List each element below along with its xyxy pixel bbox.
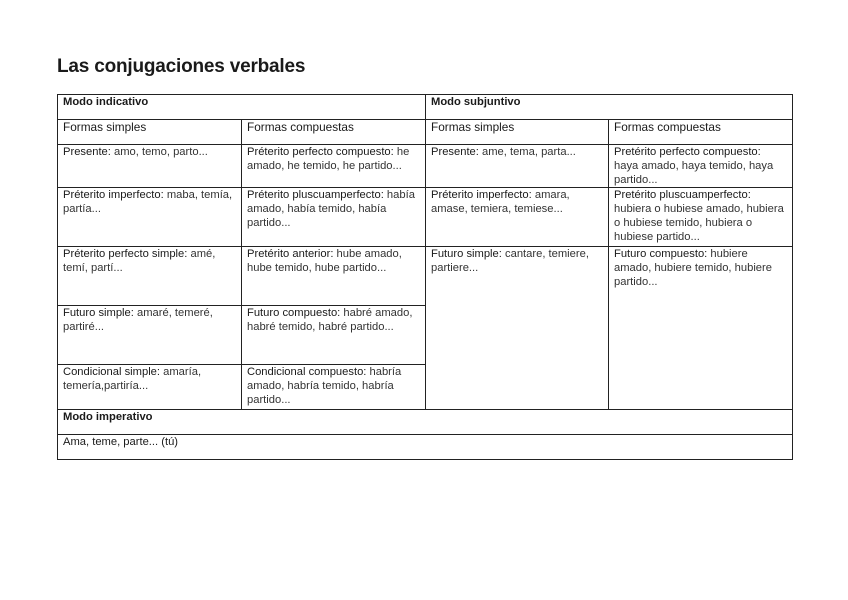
imperativo-header-row (58, 410, 793, 435)
indicativo-futuro-simple (58, 306, 242, 365)
indicativo-pluscuamperfecto (242, 188, 426, 247)
tense-name: Futuro simple: (63, 307, 134, 319)
subjuntivo-simple-header: Formas simples (426, 120, 609, 145)
tense-name: Pretérito perfecto compuesto: (614, 146, 761, 158)
indicativo-header: Modo indicativo (58, 95, 426, 120)
indicativo-perfecto-simple (58, 247, 242, 306)
indicativo-simple-header: Formas simples (58, 120, 242, 145)
tense-name: Presente: (63, 146, 111, 158)
tense-forms: amaría, temería,partiría... (63, 366, 202, 392)
imperativo-row (58, 435, 793, 460)
tense-forms: he amado, he temido, he partido... (247, 146, 410, 172)
imperativo-header: Modo imperativo (58, 410, 793, 435)
tense-forms: amé, temí, partí... (63, 248, 216, 274)
conjugation-table (57, 94, 793, 460)
subjuntivo-futuro-simple (426, 247, 609, 410)
mode-header-row (58, 95, 793, 120)
indicativo-compuesta-header: Formas compuestas (242, 120, 426, 145)
subjuntivo-futuro-compuesto (609, 247, 793, 410)
tense-forms: amara, amase, temiera, temiese... (431, 189, 570, 215)
tense-name: Préterito imperfecto: (63, 189, 164, 201)
tense-name: Condicional compuesto: (247, 366, 367, 378)
indicativo-imperfecto (58, 188, 242, 247)
imperativo-forms: Ama, teme, parte... (tú) (58, 435, 793, 460)
tense-name: Préterito imperfecto: (431, 189, 532, 201)
tense-forms: ame, tema, parta... (478, 146, 576, 158)
tense-forms: maba, temía, partía... (63, 189, 233, 215)
subjuntivo-presente (426, 145, 609, 188)
indicativo-presente (58, 145, 242, 188)
tense-forms: habría amado, habría temido, habría partido... (247, 366, 402, 406)
tense-name: Futuro compuesto: (614, 248, 708, 260)
indicativo-anterior (242, 247, 426, 306)
tense-name: Préterito perfecto compuesto: (247, 146, 394, 158)
subjuntivo-compuesta-header: Formas compuestas (609, 120, 793, 145)
indicativo-condicional-compuesto (242, 365, 426, 410)
tense-forms: hube amado, hube temido, hube partido... (247, 248, 402, 274)
subjuntivo-pluscuamperfecto (609, 188, 793, 247)
table-row (58, 247, 793, 306)
tense-forms: amo, temo, parto... (110, 146, 208, 158)
form-header-row (58, 120, 793, 145)
indicativo-perfecto-compuesto (242, 145, 426, 188)
tense-name: Pretérito anterior: (247, 248, 334, 260)
tense-name: Préterito perfecto simple: (63, 248, 188, 260)
tense-forms: hubiera o hubiese amado, hubiera o hubiese temido, hubiera o hubiese partido... (614, 203, 784, 243)
subjuntivo-header: Modo subjuntivo (426, 95, 793, 120)
indicativo-condicional-simple (58, 365, 242, 410)
tense-forms: hubiere amado, hubiere temido, hubiere partido... (614, 248, 772, 288)
tense-forms: cantare, temiere, partiere... (431, 248, 589, 274)
tense-name: Presente: (431, 146, 479, 158)
table-row (58, 188, 793, 247)
tense-forms: amaré, temeré, partiré... (63, 307, 213, 333)
tense-name: Futuro compuesto: (247, 307, 341, 319)
tense-name: Condicional simple: (63, 366, 161, 378)
subjuntivo-imperfecto (426, 188, 609, 247)
subjuntivo-perfecto-compuesto (609, 145, 793, 188)
table-row (58, 145, 793, 188)
tense-forms: había amado, había temido, había partido... (247, 189, 415, 229)
page-title: Las conjugaciones verbales (57, 56, 306, 77)
indicativo-futuro-compuesto (242, 306, 426, 365)
tense-name: Préterito pluscuamperfecto: (247, 189, 384, 201)
tense-forms: habré amado, habré temido, habré partido... (247, 307, 413, 333)
tense-forms: haya amado, haya temido, haya partido... (614, 160, 774, 186)
tense-name: Pretérito pluscuamperfecto: (614, 189, 751, 201)
tense-name: Futuro simple: (431, 248, 502, 260)
